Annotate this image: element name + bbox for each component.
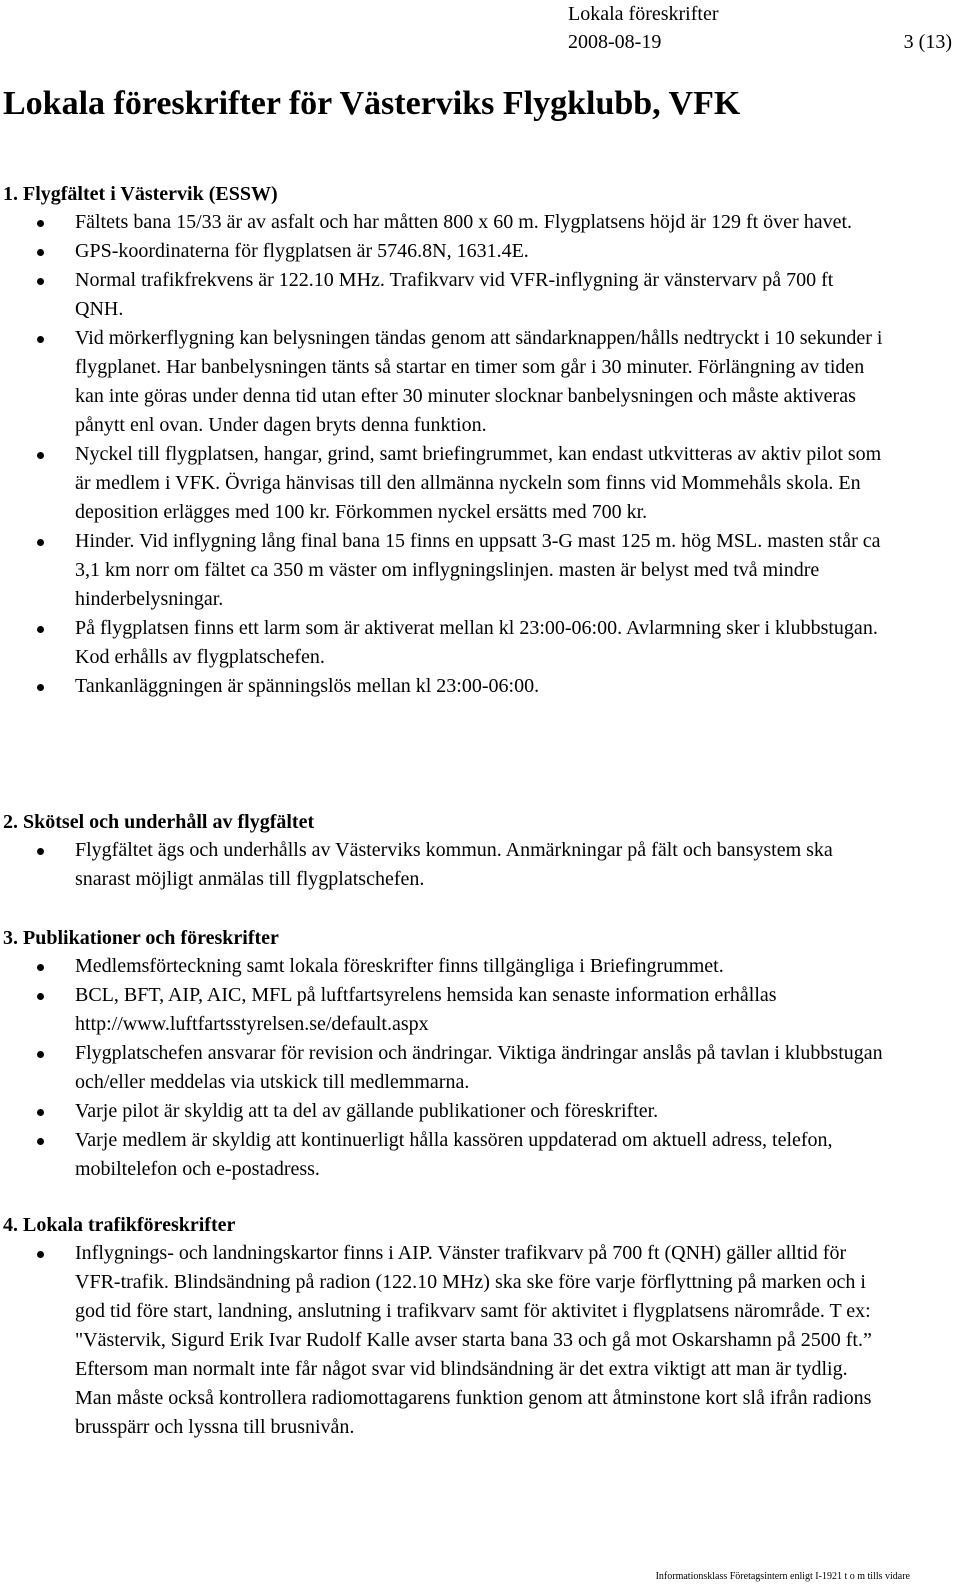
list-item: Flygfältet ägs och underhålls av Västerviks kommun. Anmärkningar på fält och bansystem ska snarast möjligt anmälas till flygplatschefen. [3, 836, 883, 894]
bullet-icon [37, 626, 44, 633]
section-airfield [3, 180, 883, 701]
bullet-icon [37, 684, 44, 691]
bullet-list [3, 952, 883, 1184]
section-heading: 3. Publikationer och föreskrifter [3, 927, 279, 949]
list-item: BCL, BFT, AIP, AIC, MFL på luftfartsyrelens hemsida kan senaste information erhållas http://www.luftfartsstyrelsen.se/default.aspx [3, 981, 883, 1039]
bullet-icon [37, 993, 44, 1000]
bullet-icon [37, 452, 44, 459]
bullet-list [3, 836, 883, 894]
list-item: Varje medlem är skyldig att kontinuerligt hålla kassören uppdaterad om aktuell adress, telefon, mobiltelefon och e-postadress. [3, 1126, 883, 1184]
section-maintenance [3, 808, 883, 894]
header-date: 2008-08-19 [568, 31, 662, 53]
bullet-icon [37, 1109, 44, 1116]
list-item: Inflygnings- och landningskartor finns i AIP. Vänster trafikvarv på 700 ft (QNH) gäller alltid för VFR-trafik. Blindsändning på radion (122.10 MHz) ska ske före varje förflyttning på marken och i god tid före start, landning, anslutning i trafikvarv samt för aktivitet i flygplatsens närområde. T ex: "Västervik, Sigurd Erik Ivar Rudolf Kalle avser starta bana 33 och gå mot Oskarshamn på 2500 ft.” Eftersom man normalt inte får något svar vid blindsändning är det extra viktigt att man är tydlig. Man måste också kontrollera radiomottagarens funktion genom att åtminstone kort slå ifrån radions brusspärr och lyssna till brusnivån. [3, 1239, 883, 1442]
list-item: Fältets bana 15/33 är av asfalt och har måtten 800 x 60 m. Flygplatsens höjd är 129 ft över havet. [3, 208, 883, 237]
section-publications [3, 924, 883, 1184]
header-doc-title: Lokala föreskrifter [568, 3, 719, 25]
list-item: Normal trafikfrekvens är 122.10 MHz. Trafikvarv vid VFR-inflygning är vänstervarv på 700 ft QNH. [3, 266, 883, 324]
document-title: Lokala föreskrifter för Västerviks Flygklubb, VFK [3, 85, 741, 122]
section-traffic-rules [3, 1211, 883, 1442]
bullet-icon [37, 539, 44, 546]
list-item: Nyckel till flygplatsen, hangar, grind, samt briefingrummet, kan endast utkvitteras av aktiv pilot som är medlem i VFK. Övriga hänvisas till den allmänna nyckeln som finns vid Mommehåls skola. En deposition erlägges med 100 kr. Förkommen nyckel ersätts med 700 kr. [3, 440, 883, 527]
header-page-number: 3 (13) [903, 31, 952, 53]
bullet-icon [37, 249, 44, 256]
list-item: På flygplatsen finns ett larm som är aktiverat mellan kl 23:00-06:00. Avlarmning sker i klubbstugan. Kod erhålls av flygplatschefen. [3, 614, 883, 672]
bullet-icon [37, 964, 44, 971]
page-header [568, 0, 952, 56]
bullet-icon [37, 1051, 44, 1058]
list-item: Hinder. Vid inflygning lång final bana 15 finns en uppsatt 3-G mast 125 m. hög MSL. masten står ca 3,1 km norr om fältet ca 350 m väster om inflygningslinjen. masten är belyst med två mindre hinderbelysningar. [3, 527, 883, 614]
bullet-list [3, 1239, 883, 1442]
bullet-icon [37, 1138, 44, 1145]
list-item: Tankanläggningen är spänningslös mellan kl 23:00-06:00. [3, 672, 883, 701]
list-item: Varje pilot är skyldig att ta del av gällande publikationer och föreskrifter. [3, 1097, 883, 1126]
section-heading: 4. Lokala trafikföreskrifter [3, 1214, 236, 1236]
bullet-icon [37, 278, 44, 285]
section-heading: 1. Flygfältet i Västervik (ESSW) [3, 183, 278, 205]
header-row [568, 28, 952, 56]
bullet-icon [37, 1251, 44, 1258]
section-heading: 2. Skötsel och underhåll av flygfältet [3, 811, 315, 833]
bullet-icon [37, 220, 44, 227]
bullet-icon [37, 336, 44, 343]
list-item: Flygplatschefen ansvarar för revision och ändringar. Viktiga ändringar anslås på tavlan i klubbstugan och/eller meddelas via utskick till medlemmarna. [3, 1039, 883, 1097]
list-item: Vid mörkerflygning kan belysningen tändas genom att sändarknappen/hålls nedtryckt i 10 sekunder i flygplanet. Har banbelysningen tänts så startar en timer som går i 30 minuter. Förlängning av tiden kan inte göras under denna tid utan efter 30 minuter slocknar banbelysningen och måste aktiveras pånytt enl ovan. Under dagen bryts denna funktion. [3, 324, 883, 440]
page-footer: Informationsklass Företagsintern enligt I-1921 t o m tills vidare [655, 1571, 910, 1582]
list-item: GPS-koordinaterna för flygplatsen är 5746.8N, 1631.4E. [3, 237, 883, 266]
list-item: Medlemsförteckning samt lokala föreskrifter finns tillgängliga i Briefingrummet. [3, 952, 883, 981]
bullet-list [3, 208, 883, 701]
bullet-icon [37, 848, 44, 855]
